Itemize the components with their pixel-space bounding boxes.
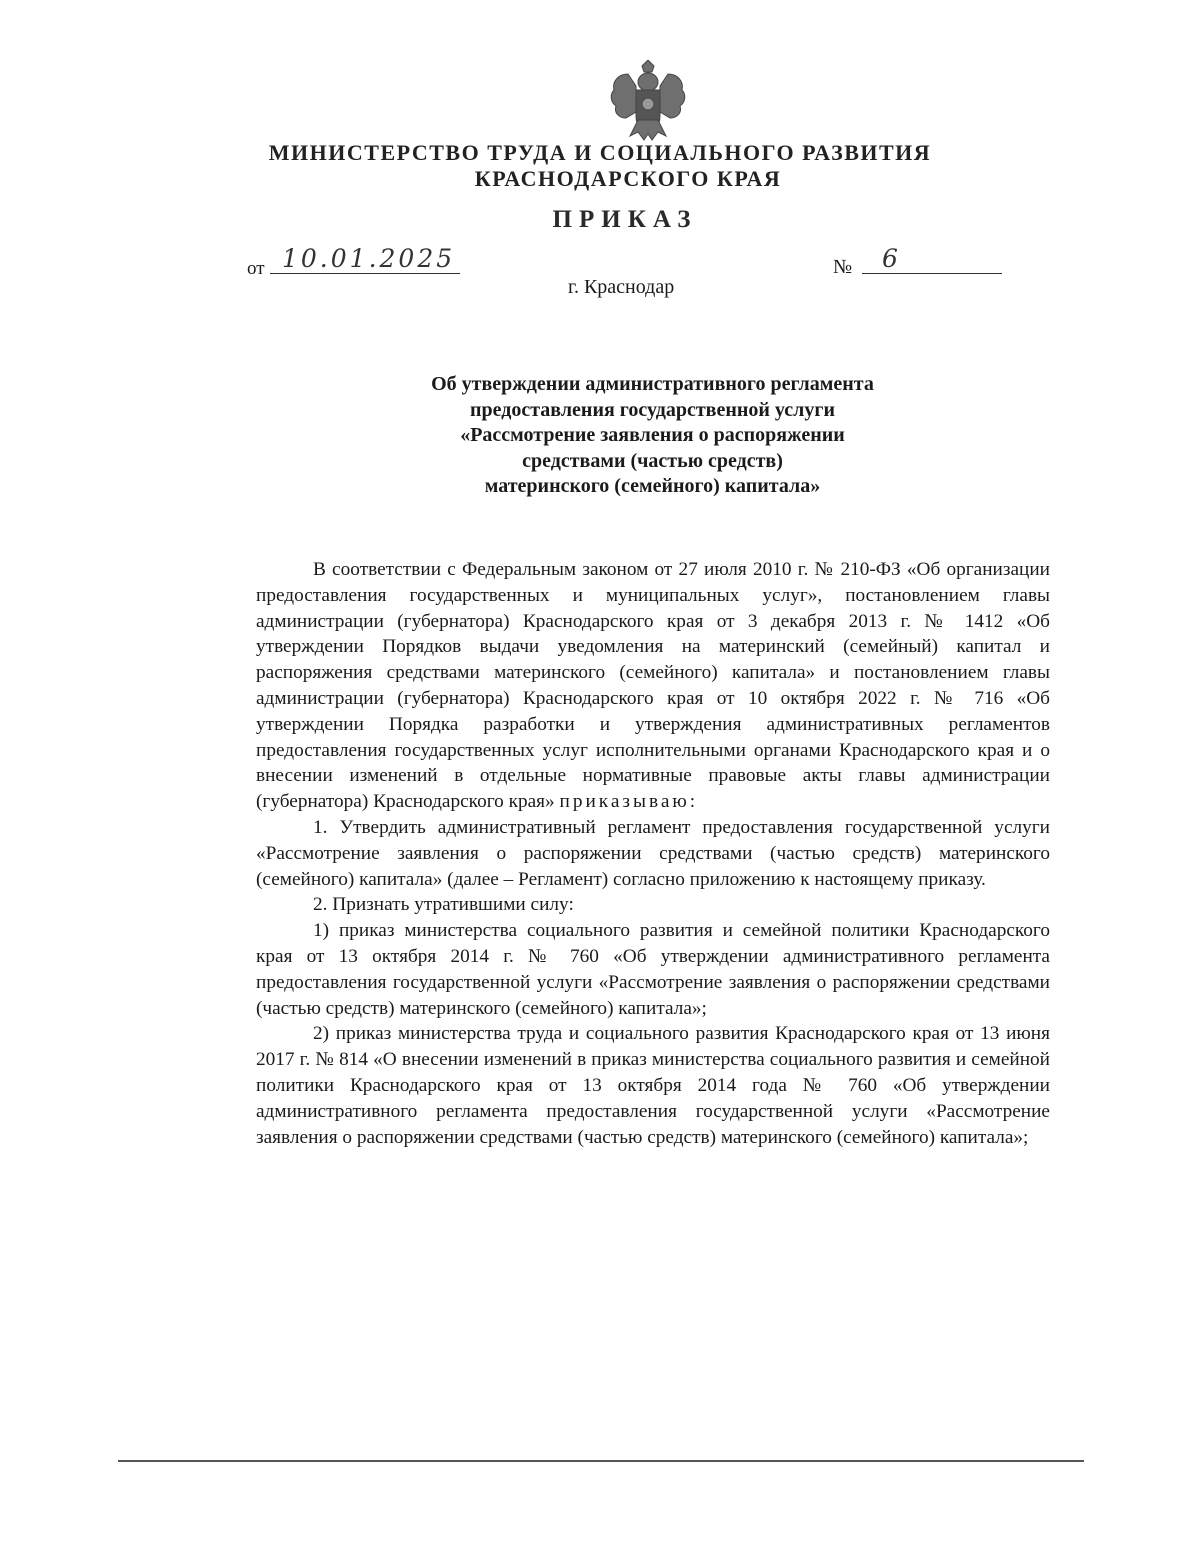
order-word: приказываю: xyxy=(559,791,699,813)
item-2: 2. Признать утратившими силу: xyxy=(313,894,574,916)
ministry-name xyxy=(0,140,1200,192)
number-label: № xyxy=(833,256,853,278)
preamble-text: В соответствии с Федеральным законом от 27 июля 2010 г. № 210-ФЗ «Об организации предоставления государственных и муниципальных услуг», постановлением главы администрации (губернатора) Краснодарского края от 3 декабря 2013 г. № 1412 «Об утверждении Порядков выдачи уведомления на материнский (семейный) капитал и распоряжения средствами материнского (семейного) капитала» и постановлением главы администрации (губернатора) Краснодарского края от 10 октября 2022 г. № 716 «Об утверждении Порядка разработки и утверждения административных регламентов предоставления государственных услуг исполнительными органами Краснодарского края и о внесении изменений в отдельные нормативные правовые акты главы администрации (губернатора) Краснодарского края» xyxy=(256,559,1050,813)
title-line: «Рассмотрение заявления о распоряжении xyxy=(460,424,845,446)
title-line: средствами (частью средств) xyxy=(522,449,783,472)
ministry-name-line1: МИНИСТЕРСТВО ТРУДА И СОЦИАЛЬНОГО РАЗВИТИЯ xyxy=(268,140,932,165)
title-line: предоставления государственной услуги xyxy=(469,398,836,421)
item-2-2: 2) приказ министерства труда и социального развития Краснодарского края от 13 июня 2017 г. № 814 «О внесении изменений в приказ министерства социального развития и семейной политики Краснодарского края от 13 октября 2014 года № 760 «Об утверждении административного регламента предоставления государственной услуги «Рассмотрение заявления о распоряжении средствами (частью средств) материнского (семейного) капитала»; xyxy=(256,1023,1050,1148)
coat-of-arms-icon xyxy=(608,60,688,144)
date-label: от xyxy=(247,258,265,279)
number-value: 6 xyxy=(862,244,1002,274)
ministry-name-line2: КРАСНОДАРСКОГО КРАЯ xyxy=(474,166,782,191)
item-1: 1. Утвердить административный регламент предоставления государственной услуги «Рассмотрение заявления о распоряжении средствами (частью средств) материнского (семейного) капитала» (далее – Регламент) согласно приложению к настоящему приказу. xyxy=(256,816,1050,890)
title-line: материнского (семейного) капитала» xyxy=(484,475,821,497)
city: г. Краснодар xyxy=(568,276,675,298)
preamble-paragraph xyxy=(256,557,1050,815)
document-type: ПРИКАЗ xyxy=(552,206,698,233)
date-value: 10.01.2025 xyxy=(270,244,460,274)
document-body xyxy=(256,557,1050,1150)
document-title xyxy=(300,372,1005,500)
page-divider xyxy=(118,1460,1084,1462)
item-2-1: 1) приказ министерства социального развития и семейной политики Краснодарского края от 13 октября 2014 г. № 760 «Об утверждении административного регламента предоставления государственной услуги «Рассмотрение заявления о распоряжении средствами (частью средств) материнского (семейного) капитала»; xyxy=(256,920,1050,1019)
title-line: Об утверждении административного регламента xyxy=(431,373,874,395)
